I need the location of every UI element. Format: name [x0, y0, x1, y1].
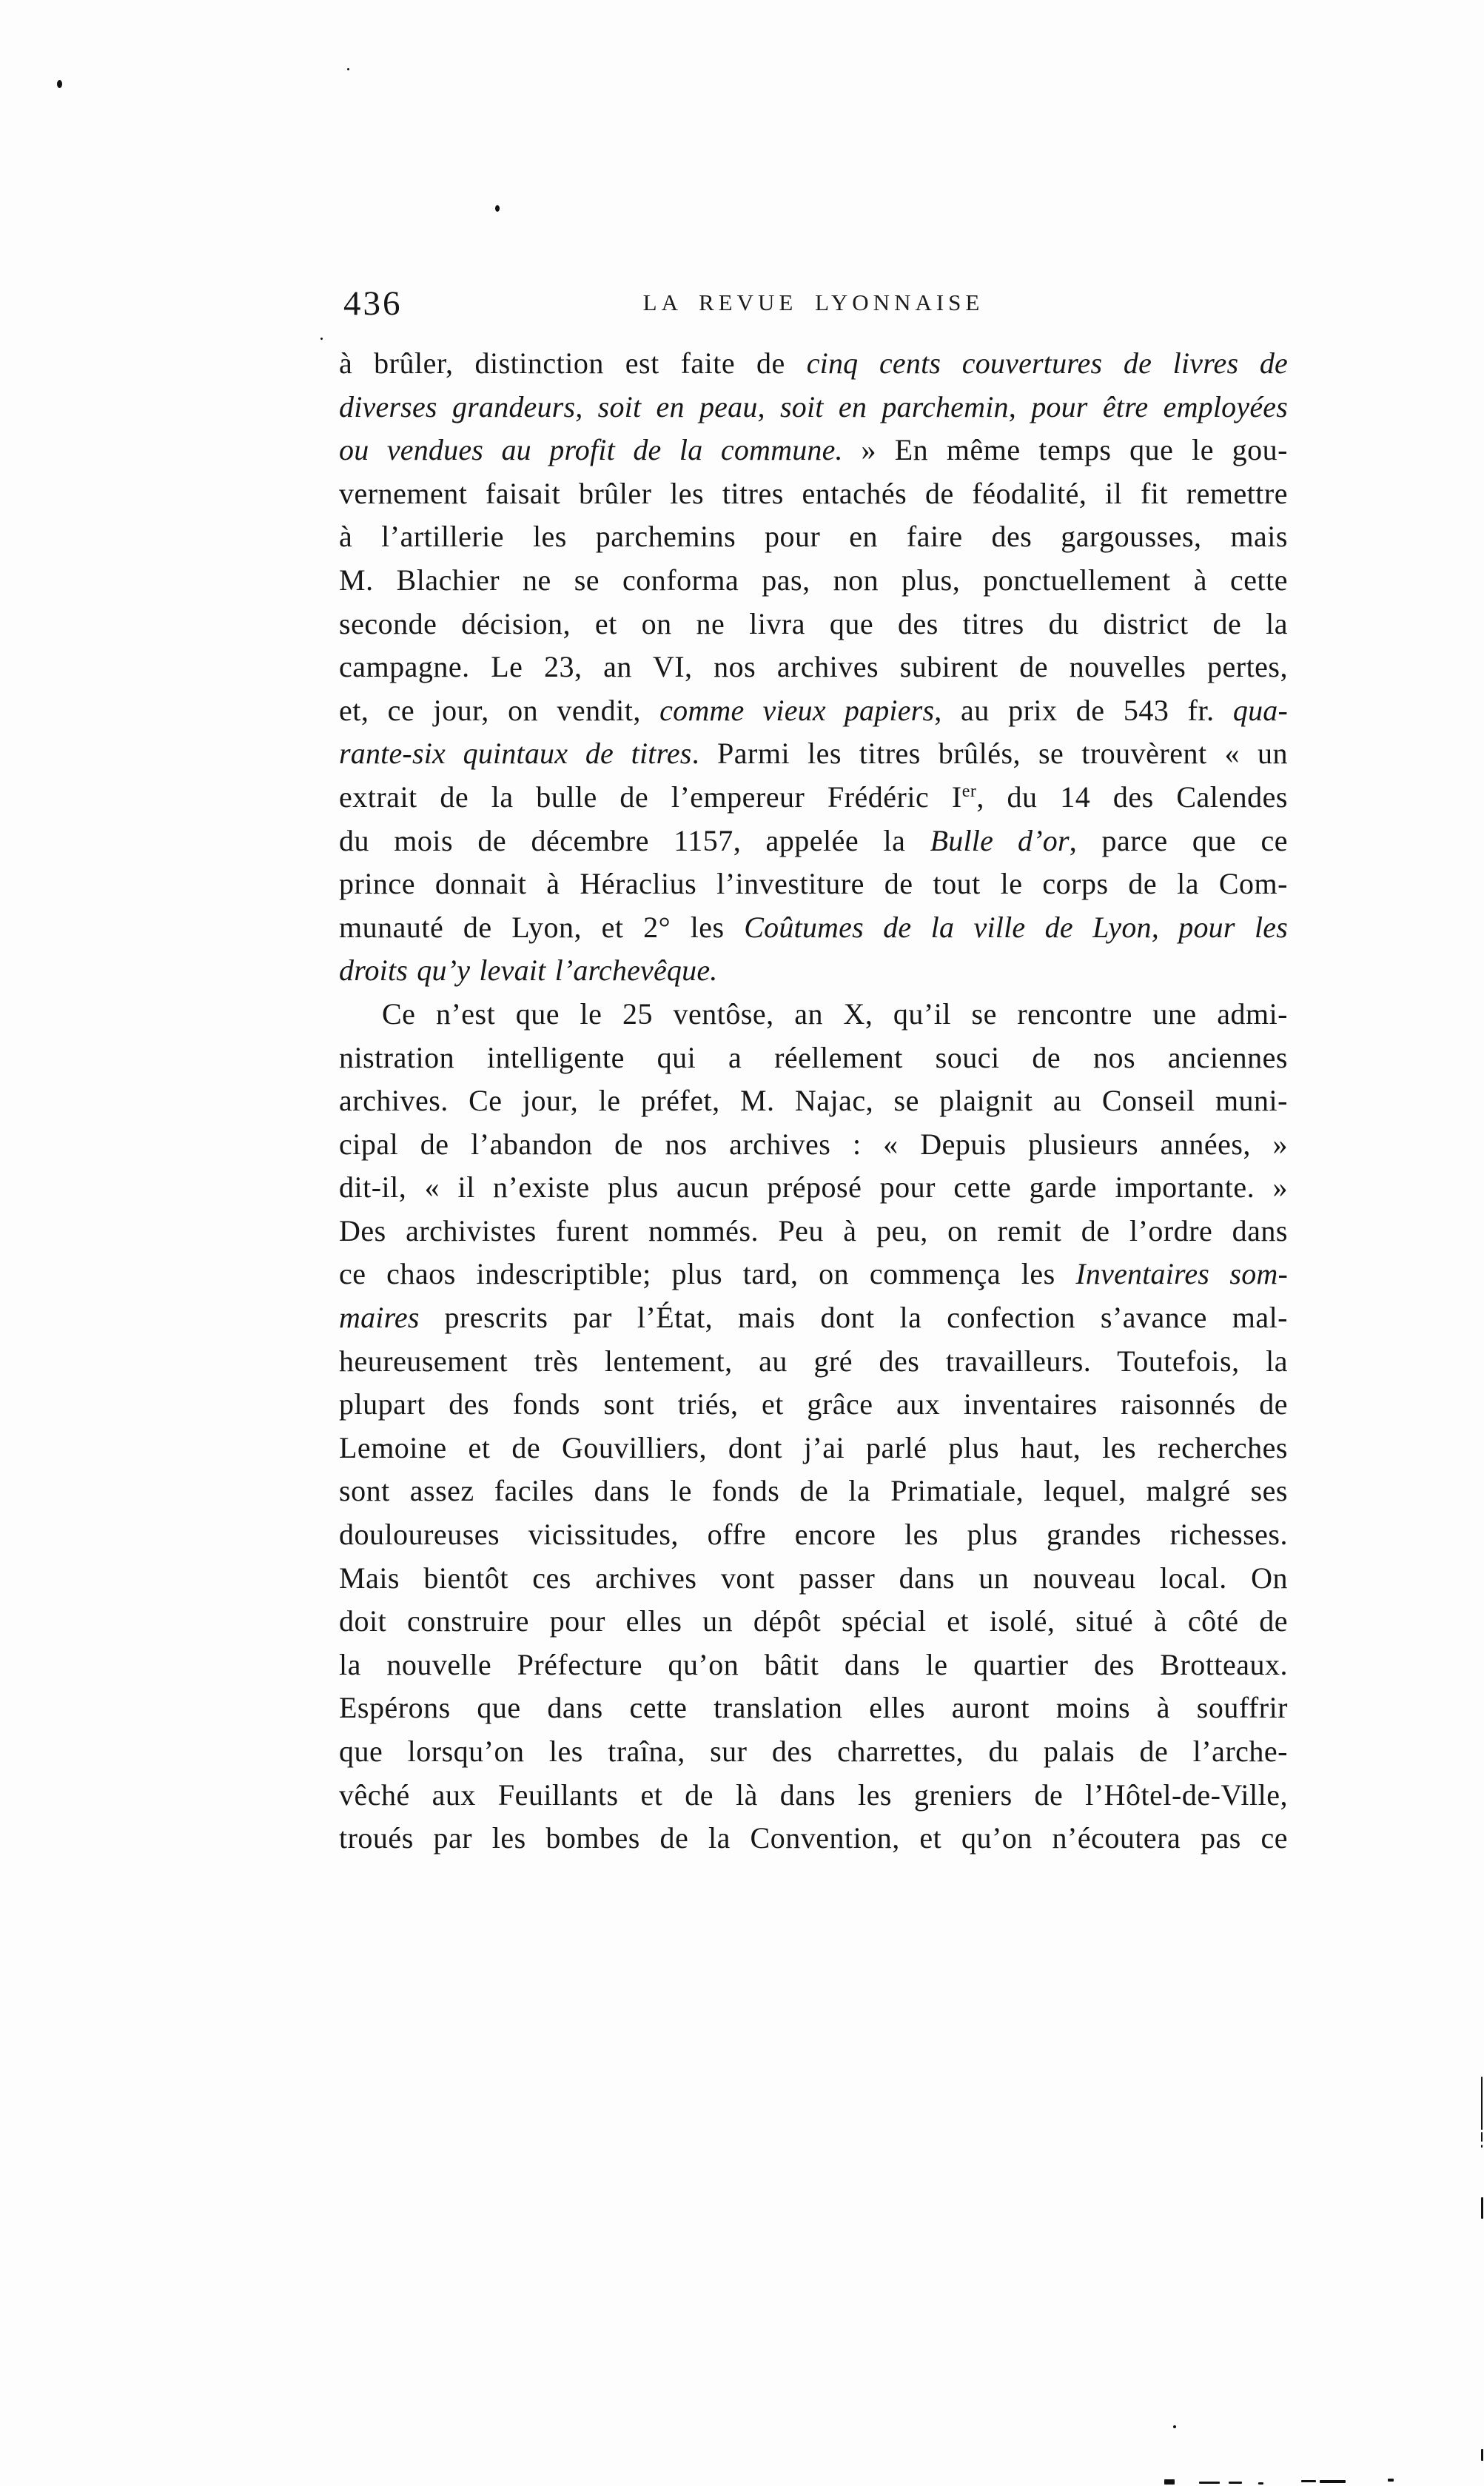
plain-text: Ce n’est que le 25 ventôse, an X, qu’il se rencontre une admi- [382, 996, 1288, 1031]
scan-edge-line [1481, 2077, 1483, 2130]
text-line [339, 386, 1288, 429]
plain-text: vernement faisait brûler les titres entachés de féodalité, il fit remettre [339, 476, 1288, 510]
plain-text: , parce que ce [1069, 823, 1289, 857]
plain-text: ce chaos indescriptible; plus tard, on commença les [339, 1257, 1076, 1291]
text-line [339, 1686, 1288, 1730]
plain-text: M. Blachier ne se conforma pas, non plus, ponctuellement à cette [339, 563, 1288, 597]
scan-edge-line [1481, 2145, 1483, 2148]
plain-text: plupart des fonds sont triés, et grâce aux inventaires raisonnés de [339, 1387, 1288, 1421]
plain-text: et, ce jour, on vendit, [339, 693, 660, 727]
text-line [339, 1210, 1288, 1253]
plain-text: prince donnait à Héraclius l’investiture de tout le corps de la Com- [339, 867, 1288, 901]
plain-text: Espérons que dans cette translation elles auront moins à souffrir [339, 1691, 1288, 1725]
plain-text: du mois de décembre 1157, appelée la [339, 823, 930, 857]
running-head [339, 284, 1288, 321]
text-line [339, 776, 1288, 820]
text-line [339, 820, 1288, 863]
text-line [339, 1513, 1288, 1557]
text-block [339, 342, 1288, 1860]
text-line [339, 1036, 1288, 1080]
text-line [339, 1774, 1288, 1817]
plain-text: heureusement très lentement, au gré des travailleurs. Toutefois, la [339, 1344, 1288, 1378]
scan-bottom-dash [1258, 2482, 1263, 2485]
plain-text: dit-il, « il n’existe plus aucun préposé pour cette garde importante. » [339, 1170, 1288, 1205]
text-line [339, 429, 1288, 472]
scan-edge-line [1481, 2449, 1483, 2461]
text-line [339, 1557, 1288, 1601]
plain-text: douloureuses vicissitudes, offre encore les plus grandes richesses. [339, 1518, 1288, 1552]
italic-text: qua- [1232, 693, 1289, 727]
plain-text: , du 14 des Calendes [976, 780, 1288, 814]
scan-bottom-dash [1320, 2480, 1346, 2483]
italic-text: Inventaires som- [1075, 1257, 1288, 1291]
italic-text: ou vendues au profit de la commune. [339, 433, 843, 467]
text-line [339, 1644, 1288, 1687]
plain-text: Lemoine et de Gouvilliers, dont j’ai parlé plus haut, les recherches [339, 1430, 1288, 1464]
text-line [339, 1079, 1288, 1123]
scan-edge-line [1481, 2132, 1483, 2142]
page-number: 436 [343, 284, 403, 323]
text-line [339, 472, 1288, 516]
text-line [339, 1296, 1288, 1340]
text-line [339, 993, 1288, 1036]
ink-speck [57, 80, 62, 88]
plain-text: seconde décision, et on ne livra que des titres du district de la [339, 606, 1288, 640]
plain-text: nistration intelligente qui a réellement souci de nos anciennes [339, 1040, 1288, 1074]
italic-text: rante-six quintaux de titres [339, 737, 692, 771]
italic-text: Bulle d’or [930, 823, 1070, 857]
plain-text: munauté de Lyon, et 2° les [339, 910, 745, 944]
plain-text: prescrits par l’État, mais dont la confection s’avance mal- [419, 1301, 1288, 1335]
plain-text: Des archivistes furent nommés. Peu à peu, on remit de l’ordre dans [339, 1213, 1288, 1247]
text-line [339, 1253, 1288, 1296]
plain-text: archives. Ce jour, le préfet, M. Najac, se plaignit au Conseil muni- [339, 1084, 1288, 1118]
plain-text: . Parmi les titres brûlés, se trouvèrent « un [691, 737, 1288, 771]
text-line [339, 1427, 1288, 1470]
scan-bottom-dash [1199, 2482, 1220, 2484]
plain-text: » En même temps que le gou- [842, 433, 1289, 467]
text-line [339, 1470, 1288, 1513]
text-line [339, 1166, 1288, 1210]
text-line [339, 732, 1288, 776]
text-line [339, 1123, 1288, 1167]
text-line [339, 559, 1288, 603]
plain-text: cipal de l’abandon de nos archives : « Depuis plusieurs années, » [339, 1127, 1288, 1161]
text-line [339, 1817, 1288, 1860]
plain-text: à brûler, distinction est faite de [339, 346, 807, 380]
plain-text: , au prix de 543 fr. [934, 693, 1233, 727]
ink-speck [347, 68, 349, 70]
text-line [339, 342, 1288, 386]
italic-text: droits qu’y levait l’archevêque. [339, 954, 718, 988]
scan-bottom-dash [1164, 2479, 1175, 2485]
text-line [339, 603, 1288, 646]
text-line [339, 1383, 1288, 1427]
plain-text: à l’artillerie les parchemins pour en faire des gargousses, mais [339, 520, 1288, 554]
plain-text: que lorsqu’on les traîna, sur des charrettes, du palais de l’arche- [339, 1735, 1288, 1768]
italic-text: comme vieux papiers [659, 693, 935, 727]
running-title: LA REVUE LYONNAISE [642, 289, 984, 315]
plain-text: sont assez faciles dans le fonds de la Primatiale, lequel, malgré ses [339, 1474, 1288, 1508]
plain-text: campagne. Le 23, an VI, nos archives subirent de nouvelles pertes, [339, 650, 1288, 684]
plain-text: vêché aux Feuillants et de là dans les greniers de l’Hôtel-de-Ville, [339, 1778, 1288, 1812]
text-line [339, 1730, 1288, 1774]
ink-speck [1173, 2425, 1176, 2428]
ink-speck [495, 205, 500, 212]
plain-text: troués par les bombes de la Convention, et qu’on n’écoutera pas ce [339, 1821, 1288, 1855]
ink-speck [320, 338, 323, 340]
text-line [339, 862, 1288, 906]
text-line [339, 689, 1288, 733]
scan-bottom-dash [1229, 2482, 1242, 2484]
text-line [339, 515, 1288, 559]
italic-text: Coûtumes de la ville de Lyon, pour les [744, 910, 1288, 944]
italic-text: diverses grandeurs, soit en peau, soit en parchemin, pour être employées [339, 389, 1288, 423]
text-line [339, 1600, 1288, 1644]
italic-text: cinq cents couvertures de livres de [806, 346, 1288, 380]
plain-text: doit construire pour elles un dépôt spécial et isolé, situé à côté de [339, 1604, 1288, 1638]
plain-text: la nouvelle Préfecture qu’on bâtit dans le quartier des Brotteaux. [339, 1647, 1288, 1681]
scan-edge-line [1481, 2197, 1483, 2219]
superscript-text: er [961, 781, 977, 801]
text-line [339, 646, 1288, 689]
scan-bottom-dash [1301, 2480, 1316, 2482]
italic-text: maires [339, 1301, 420, 1335]
text-line [339, 906, 1288, 950]
text-line [339, 1340, 1288, 1384]
plain-text: Mais bientôt ces archives vont passer dans un nouveau local. On [339, 1561, 1288, 1595]
plain-text: extrait de la bulle de l’empereur Frédéric I [339, 780, 962, 814]
scan-bottom-dash [1388, 2479, 1394, 2482]
text-line [339, 949, 1288, 993]
